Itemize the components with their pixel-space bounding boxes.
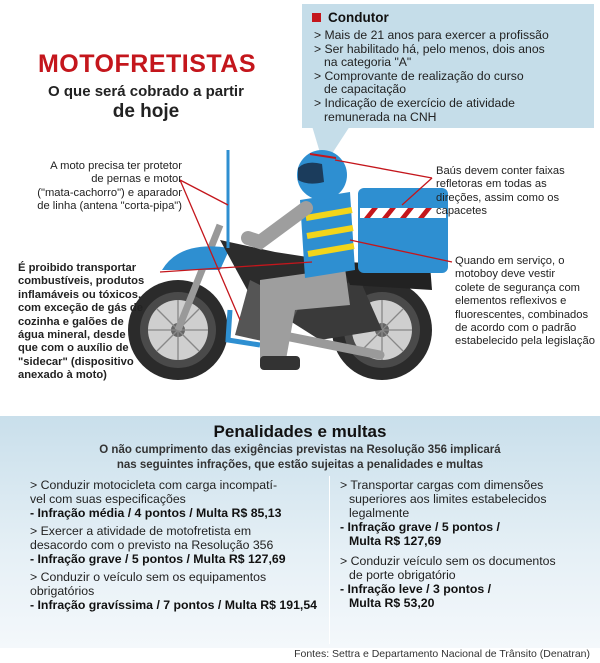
list-item: > Comprovante de realização do curso [314,68,524,83]
fine-text: - Infração gravíssima / 7 pontos / Multa R$ 191,54 [30,598,318,612]
penalidades-panel [0,416,600,648]
fine-text: Multa R$ 53,20 [349,596,435,610]
list-item: > Indicação de exercício de atividade [314,95,515,110]
list-item: > Conduzir o veículo sem os equipamentos obrigatórios - Infração gravíssima / 7 pontos / Multa R$ 191,54 [30,570,330,612]
subtitle-line-1: O que será cobrado a partir [48,83,244,100]
subtitle-line-2: de hoje [112,101,180,122]
column-divider [329,476,330,644]
fine-text: - Infração leve / 3 pontos / [340,582,492,596]
condutor-title: Condutor [328,10,389,25]
penalidades-subtitle: O não cumprimento das exigências previstas na Resolução 356 implicará nas seguintes infrações, que estão sujeitas a penalidades e multas [99,444,501,471]
list-item: > Ser habilitado há, pelo menos, dois anos [314,41,545,56]
list-item: remunerada na CNH [324,109,437,124]
list-item: > Exercer a atividade de motofretista em desacordo com o previsto na Resolução 356 - Infração grave / 5 pontos / Multa R$ 127,69 [30,524,330,566]
list-item: > Mais de 21 anos para exercer a profissão [314,28,549,42]
annotation-colete: Quando em serviço, o motoboy deve vestir colete de segurança com elementos reflexivos e fluorescentes, combinados de acordo com o padrão estabelecido pela legislação [455,255,595,348]
sources-footer: Fontes: Settra e Departamento Nacional de Trânsito (Denatran) [294,648,590,660]
penalidades-right-column [340,478,590,614]
fine-text: - Infração grave / 5 pontos / [340,520,500,534]
fine-text: - Infração média / 4 pontos / Multa R$ 85,13 [30,506,282,520]
list-item: de capacitação [324,82,406,97]
annotation-proibido: É proibido transportar combustíveis, produtos inflamáveis ou tóxicos, com exceção de gás de cozinha e galões de água mineral, desde que com o auxílio de "sidecar" (dispositivo anexado à moto) [18,262,145,382]
penalidades-left-column [30,478,330,616]
list-item: > Conduzir motocicleta com carga incompatí- vel com suas especificações - Infração média / 4 pontos / Multa R$ 85,13 [30,478,330,520]
page-title: MOTOFRETISTAS [37,50,257,78]
annotation-baus: Baús devem conter faixas refletoras em todas as direções, assim como os capacetes [436,165,565,218]
penalidades-title: Penalidades e multas [213,422,387,441]
list-item: > Transportar cargas com dimensões superiores aos limites estabelecidos legalmente - Infração grave / 5 pontos / Multa R$ 127,69 [340,478,590,548]
fine-text: - Infração grave / 5 pontos / Multa R$ 127,69 [30,552,286,566]
annotation-protetor: A moto precisa ter protetor de pernas e motor ("mata-cachorro") e aparador de linha (antena "corta-pipa") [37,160,182,213]
list-item: na categoria "A" [324,55,412,70]
list-item: > Conduzir veículo sem os documentos de porte obrigatório - Infração leve / 3 pontos / Multa R$ 53,20 [340,554,590,610]
fine-text: Multa R$ 127,69 [349,534,442,548]
